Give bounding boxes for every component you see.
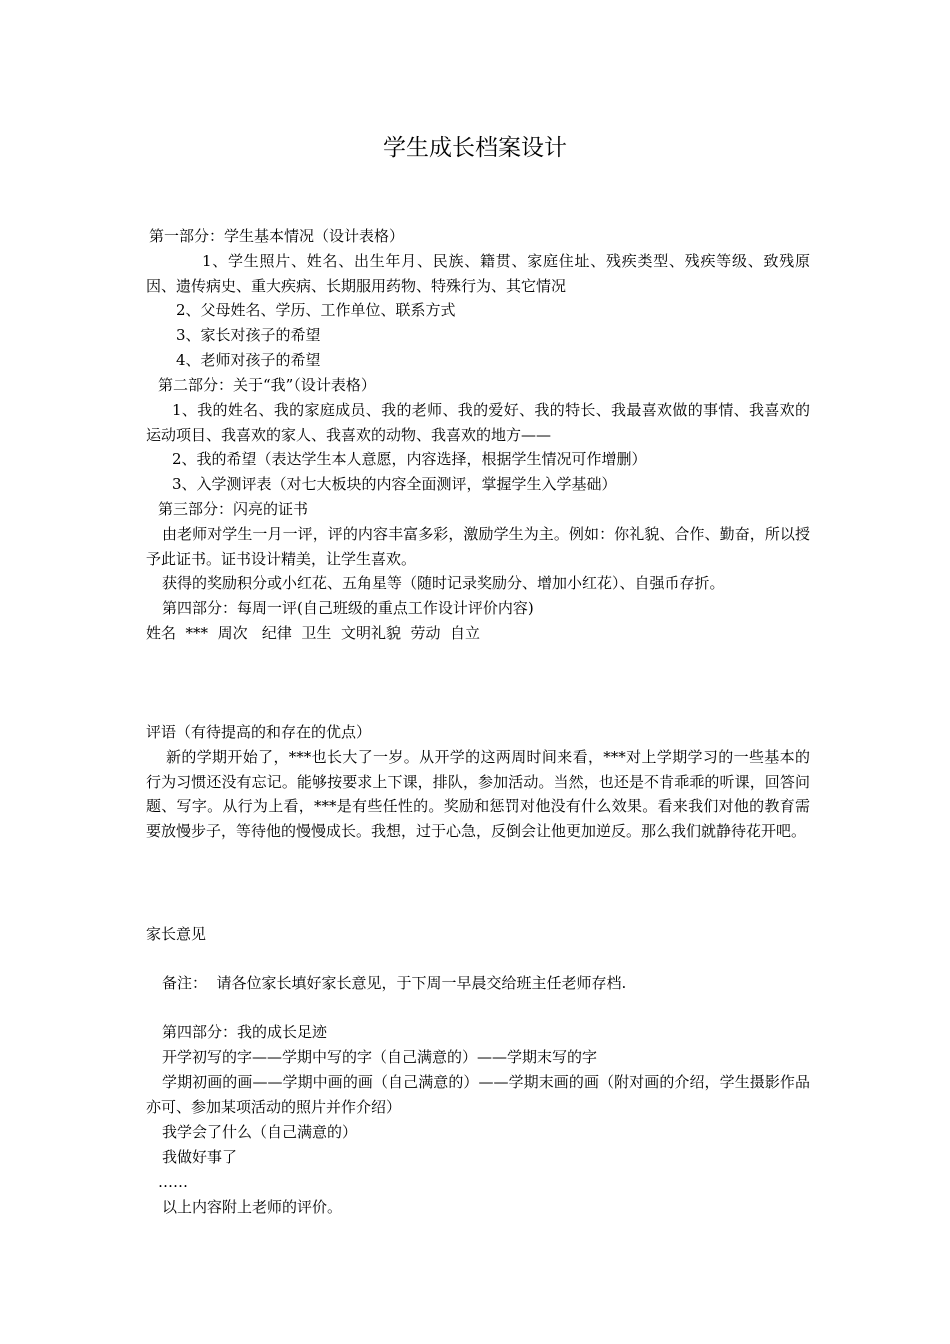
part2-heading: 第二部分：关于“我”（设计表格） [158, 376, 376, 394]
growth-line-writing: 开学初写的字——学期中写的字（自己满意的）——学期末写的字 [162, 1048, 598, 1066]
part4b-heading: 第四部分：我的成长足迹 [162, 1023, 328, 1041]
part4a-heading: 第四部分：每周一评(自己班级的重点工作设计评价内容) [162, 599, 534, 617]
growth-line-teacher-review: 以上内容附上老师的评价。 [162, 1198, 343, 1216]
part2-item3: 3、入学测评表（对七大板块的内容全面测评，掌握学生入学基础） [172, 475, 617, 493]
growth-line-drawing: 学期初画的画——学期中画的画（自己满意的）——学期末画的画（附对画的介绍，学生摄影作品亦可、参加某项活动的照片并作介绍） [146, 1073, 810, 1116]
part3-heading: 第三部分：闪亮的证书 [158, 500, 309, 518]
parent-opinion-heading: 家长意见 [146, 925, 207, 943]
part3-para2: 获得的奖励积分或小红花、五角星等（随时记录奖励分、增加小红花）、自强币存折。 [162, 574, 725, 592]
part1-item4: 4、老师对孩子的希望 [176, 351, 321, 369]
part1-heading: 第一部分：学生基本情况（设计表格） [149, 227, 405, 245]
comment-heading: 评语（有待提高的和存在的优点） [146, 723, 372, 741]
growth-line-good-deeds: 我做好事了 [162, 1148, 238, 1166]
part2-item2: 2、我的希望（表达学生本人意愿，内容选择，根据学生情况可作增删） [172, 450, 647, 468]
remark-note: 备注： 请各位家长填好家长意见，于下周一早晨交给班主任老师存档. [162, 974, 627, 992]
part2-item1: 1、我的姓名、我的家庭成员、我的老师、我的爱好、我的特长、我最喜欢做的事情、我喜欢的运动项目、我喜欢的家人、我喜欢的动物、我喜欢的地方—— [146, 401, 810, 444]
growth-line-learned: 我学会了什么（自己满意的） [162, 1123, 358, 1141]
weekly-eval-columns: 姓名 *** 周次 纪律 卫生 文明礼貌 劳动 自立 [146, 624, 481, 642]
comment-body: 新的学期开始了，***也长大了一岁。从开学的这两周时间来看，***对上学期学习的一些基本的行为习惯还没有忘记。能够按要求上下课，排队，参加活动。当然，也还是不肯乖乖的听课，回答问题、写字。从行为上看，***是有些任性的。奖励和惩罚对他没有什么效果。看来我们对他的教育需要放慢步子，等待他的慢慢成长。我想，过于心急，反倒会让他更加逆反。那么我们就静待花开吧。 [146, 748, 810, 840]
part3-para1: 由老师对学生一月一评，评的内容丰富多彩，激励学生为主。例如：你礼貌、合作、勤奋，所以授予此证书。证书设计精美，让学生喜欢。 [146, 525, 810, 568]
document-title: 学生成长档案设计 [383, 135, 567, 161]
part1-item2: 2、父母姓名、学历、工作单位、联系方式 [176, 301, 456, 319]
part1-item1: 1、学生照片、姓名、出生年月、民族、籍贯、家庭住址、残疾类型、残疾等级、致残原因、遗传病史、重大疾病、长期服用药物、特殊行为、其它情况 [146, 252, 810, 295]
part1-item3: 3、家长对孩子的希望 [176, 326, 321, 344]
growth-line-ellipsis: …… [158, 1173, 188, 1191]
